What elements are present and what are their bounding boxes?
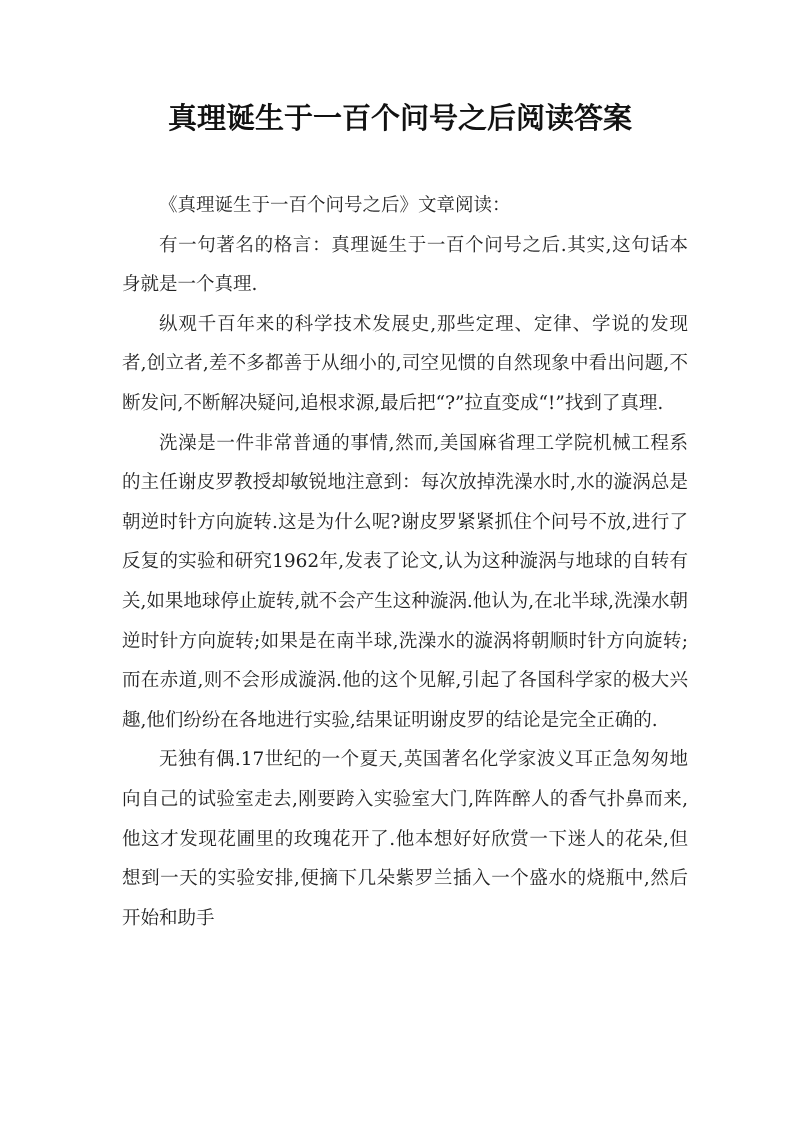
paragraph-boyle: 无独有偶.17世纪的一个夏天,英国著名化学家波义耳正急匆匆地向自己的试验室走去,刚要跨入实验室大门,阵阵醉人的香气扑鼻而来,他这才发现花圃里的玫瑰花开了.他本想好好欣赏一下迷人的花朵,但想到一天的实验安排,便摘下几朵紫罗兰插入一个盛水的烧瓶中,然后开始和助手 [122, 749, 688, 929]
document-body [122, 186, 688, 938]
paragraph-proverb: 有一句著名的格言：真理诞生于一百个问号之后.其实,这句话本身就是一个真理. [122, 234, 688, 296]
paragraph-intro: 《真理诞生于一百个问号之后》文章阅读： [159, 195, 511, 216]
document-title: 真理诞生于一百个问号之后阅读答案 [167, 101, 632, 135]
paragraph-shapiro: 洗澡是一件非常普通的事情,然而,美国麻省理工学院机械工程系的主任谢皮罗教授却敏锐地注意到：每次放掉洗澡水时,水的漩涡总是朝逆时针方向旋转.这是为什么呢?谢皮罗紧紧抓住个问号不放,进行了反复的实验和研究1962年,发表了论文,认为这种漩涡与地球的自转有关,如果地球停止旋转,就不会产生这种漩涡.他认为,在北半球,洗澡水朝逆时针方向旋转;如果是在南半球,洗澡水的漩涡将朝顺时针方向旋转;而在赤道,则不会形成漩涡.他的这个见解,引起了各国科学家的极大兴趣,他们纷纷在各地进行实验,结果证明谢皮罗的结论是完全正确的. [122, 432, 688, 731]
paragraph-history: 纵观千百年来的科学技术发展史,那些定理、定律、学说的发现者,创立者,差不多都善于从细小的,司空见惯的自然现象中看出问题,不断发问,不断解决疑问,追根求源,最后把“?”拉直变成“!”找到了真理. [122, 313, 688, 414]
